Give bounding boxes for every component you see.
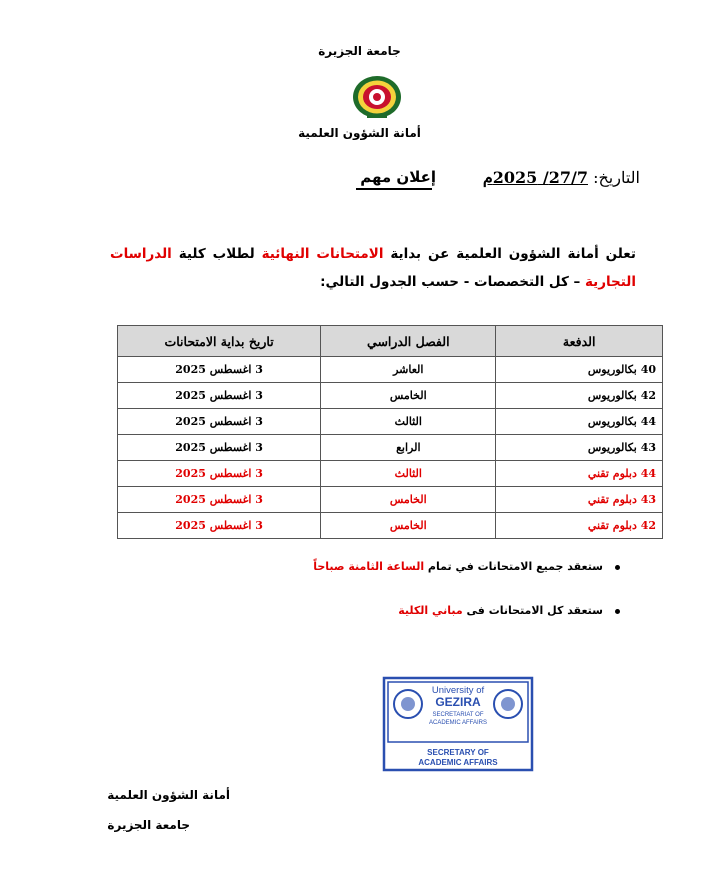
table-row (118, 409, 663, 435)
office-title: أمانة الشؤون العلمية (298, 126, 421, 140)
logo-dot (373, 93, 381, 101)
logo-base (367, 114, 387, 118)
stamp-left-seal-center (401, 697, 415, 711)
bullet-dot-icon (615, 565, 620, 570)
stamp-bottom2: ACADEMIC AFFAIRS (418, 758, 498, 767)
bullet-exam-location-highlight: مباني الكلية (398, 604, 463, 617)
intro-paragraph (110, 240, 636, 296)
cell-batch: 42 دبلوم تقني (496, 513, 663, 539)
header-semester: الفصل الدراسي (321, 326, 496, 357)
notice-underline (356, 188, 432, 190)
table-row (118, 383, 663, 409)
table-row (118, 435, 663, 461)
bullet-exam-location (240, 604, 620, 617)
intro-part2: لطلاب كلية (171, 246, 262, 262)
cell-batch: 42 بكالوريوس (496, 383, 663, 409)
university-logo (349, 74, 405, 120)
table-header-row (118, 326, 663, 357)
cell-semester: الخامس (321, 383, 496, 409)
signature-university: جامعة الجزيرة (107, 818, 190, 832)
intro-part3: – كل التخصصات - حسب الجدول التالي: (320, 274, 585, 290)
cell-batch: 43 بكالوريوس (496, 435, 663, 461)
cell-semester: الرابع (321, 435, 496, 461)
cell-batch: 44 بكالوريوس (496, 409, 663, 435)
cell-date: 3 اغسطس 2025 (118, 487, 321, 513)
university-title: جامعة الجزيرة (318, 44, 401, 58)
cell-semester: الثالث (321, 461, 496, 487)
intro-highlight-exams: الامتحانات النهائية (261, 246, 384, 262)
stamp-bottom1: SECRETARY OF (427, 748, 489, 757)
date-label: التاريخ: (593, 168, 640, 187)
cell-semester: العاشر (321, 357, 496, 383)
cell-date: 3 اغسطس 2025 (118, 383, 321, 409)
header-batch: الدفعة (496, 326, 663, 357)
stamp-line3: SECRETARIAT OF (432, 712, 484, 718)
stamp-line4: ACADEMIC AFFAIRS (428, 720, 488, 726)
stamp-line1: University of (431, 685, 485, 696)
intro-part1: تعلن أمانة الشؤون العلمية عن بداية (383, 246, 636, 262)
cell-semester: الثالث (321, 409, 496, 435)
cell-date: 3 اغسطس 2025 (118, 409, 321, 435)
secretariat-stamp (382, 676, 534, 772)
cell-date: 3 اغسطس 2025 (118, 435, 321, 461)
exam-schedule-table (117, 325, 663, 539)
cell-semester: الخامس (321, 487, 496, 513)
bullet-dot-icon (615, 609, 620, 614)
date-line (480, 168, 640, 187)
cell-date: 3 اغسطس 2025 (118, 357, 321, 383)
cell-batch: 44 دبلوم تقني (496, 461, 663, 487)
cell-semester: الخامس (321, 513, 496, 539)
table-row (118, 461, 663, 487)
table-row (118, 357, 663, 383)
cell-date: 3 اغسطس 2025 (118, 513, 321, 539)
stamp-right-seal-center (501, 697, 515, 711)
table-row (118, 487, 663, 513)
signature-office: أمانة الشؤون العلمية (107, 788, 230, 802)
bullet-exam-time (240, 560, 620, 573)
table-row (118, 513, 663, 539)
cell-batch: 40 بكالوريوس (496, 357, 663, 383)
intro-highlight-faculty: الدراسات التجارية (110, 246, 636, 290)
stamp-line2: GEZIRA (435, 695, 481, 709)
header-start-date: تاريخ بداية الامتحانات (118, 326, 321, 357)
notice-title: إعلان مهم (360, 168, 436, 186)
cell-batch: 43 دبلوم تقني (496, 487, 663, 513)
bullet-exam-time-highlight: الساعة الثامنة صباحاً (313, 560, 425, 573)
date-value: 27/7/ 2025م (482, 168, 588, 187)
bullet-exam-time-text: ستعقد جميع الامتحانات في تمام (424, 560, 603, 573)
bullet-exam-location-text: ستعقد كل الامتحانات فى (462, 604, 603, 617)
cell-date: 3 اغسطس 2025 (118, 461, 321, 487)
